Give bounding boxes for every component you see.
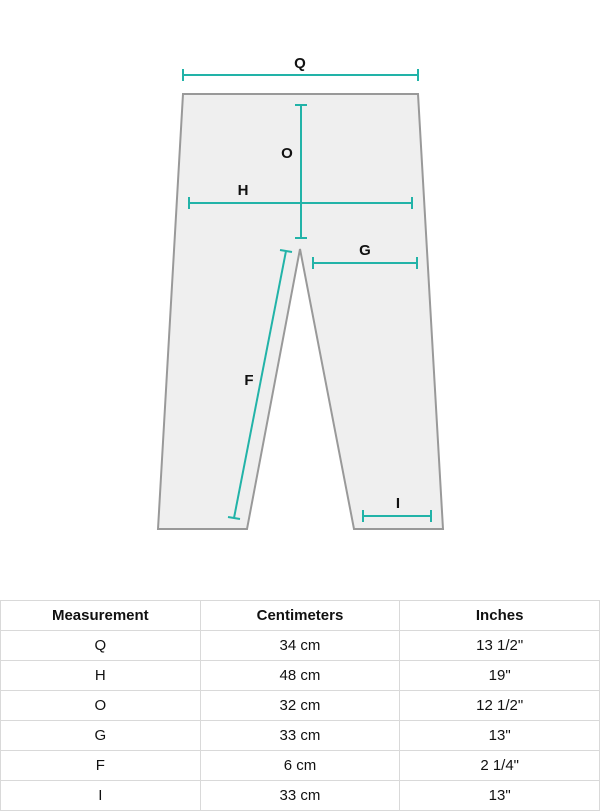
cell-centimeters: 32 cm [200, 691, 400, 721]
cell-centimeters: 48 cm [200, 661, 400, 691]
table-row [1, 661, 600, 691]
header-inches: Inches [400, 601, 600, 631]
label-g: G [359, 242, 371, 259]
label-f: F [244, 372, 254, 389]
label-i: I [395, 495, 401, 512]
table-row [1, 751, 600, 781]
cell-inches: 13" [400, 781, 600, 811]
table-header-row [1, 601, 600, 631]
cell-inches: 13" [400, 721, 600, 751]
cell-inches: 13 1/2" [400, 631, 600, 661]
cell-measurement: H [1, 661, 201, 691]
cell-centimeters: 34 cm [200, 631, 400, 661]
cell-inches: 19" [400, 661, 600, 691]
cell-measurement: G [1, 721, 201, 751]
cell-inches: 2 1/4" [400, 751, 600, 781]
dimension-q [183, 55, 418, 81]
cell-measurement: O [1, 691, 201, 721]
size-chart-table [0, 600, 600, 811]
cell-centimeters: 6 cm [200, 751, 400, 781]
table-row [1, 721, 600, 751]
cell-centimeters: 33 cm [200, 721, 400, 751]
cell-measurement: Q [1, 631, 201, 661]
cell-measurement: F [1, 751, 201, 781]
table-row [1, 691, 600, 721]
header-measurement: Measurement [1, 601, 201, 631]
header-centimeters: Centimeters [200, 601, 400, 631]
label-o: O [281, 145, 293, 162]
cell-measurement: I [1, 781, 201, 811]
table-row [1, 631, 600, 661]
cell-inches: 12 1/2" [400, 691, 600, 721]
cell-centimeters: 33 cm [200, 781, 400, 811]
table-row [1, 781, 600, 811]
label-h: H [237, 182, 249, 199]
label-q: Q [294, 55, 306, 72]
